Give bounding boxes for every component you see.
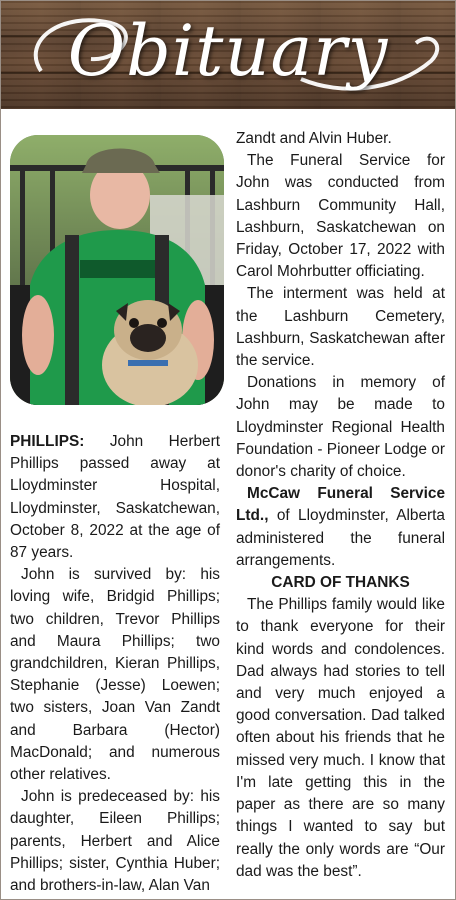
interment-paragraph: The interment was held at the Lashburn Cemetery, Lashburn, Saskatchewan after the service. — [236, 285, 445, 370]
intro-paragraph — [10, 431, 220, 564]
funeral-service-paragraph: The Funeral Service for John was conducted from Lashburn Community Hall, Lashburn, Saskatchewan on Friday, October 17, 2022 with Carol Mohrbutter officiating. — [236, 152, 445, 281]
funeral-home-paragraph — [236, 483, 445, 572]
survived-by-paragraph: John is survived by: his loving wife, Bridgid Phillips; two children, Trevor Phillips and Maura Phillips; two grandchildren, Kieran Phillips, Stephanie (Jesse) Loewen; two sisters, Joan Van Zandt and Barbara (Hector) MacDonald; and numerous other relatives. — [10, 566, 220, 784]
surname-lead: PHILLIPS: — [10, 433, 85, 450]
predeceased-continued: Zandt and Alvin Huber. — [236, 130, 392, 147]
funeral-home-text: of Lloydminster, Alberta administered the funeral arrangements. — [236, 507, 445, 569]
funeral-home-name: McCaw Funeral Service Ltd., — [236, 485, 445, 525]
donations-paragraph: Donations in memory of John may be made to Lloydminster Regional Health Foundation - Pioneer Lodge or donor's charity of choice. — [236, 374, 445, 481]
predeceased-paragraph: John is predeceased by: his daughter, Eileen Phillips; parents, Herbert and Alice Phillips; sister, Cynthia Huber; and brothers-in-law, Alan Van — [10, 788, 220, 895]
card-of-thanks-heading: CARD OF THANKS — [271, 574, 410, 592]
column-right — [236, 128, 445, 883]
portrait-photo — [10, 135, 224, 405]
column-left — [10, 431, 220, 897]
thanks-paragraph: The Phillips family would like to thank everyone for their kind words and condolences. Dad always had stories to tell and very much enjoyed a good conversation. Dad talked often about his friends that he missed very much. I know that I'm late getting this in the paper as there are so many things I wanted to say but really the only words are “Our dad was the best”. — [236, 596, 445, 880]
page-title: Obituary — [67, 10, 389, 92]
title-banner — [1, 1, 455, 109]
intro-text: John Herbert Phillips passed away at Lloydminster Hospital, Lloydminster, Saskatchewan, October 8, 2022 at the age of 87 years. — [10, 433, 220, 562]
